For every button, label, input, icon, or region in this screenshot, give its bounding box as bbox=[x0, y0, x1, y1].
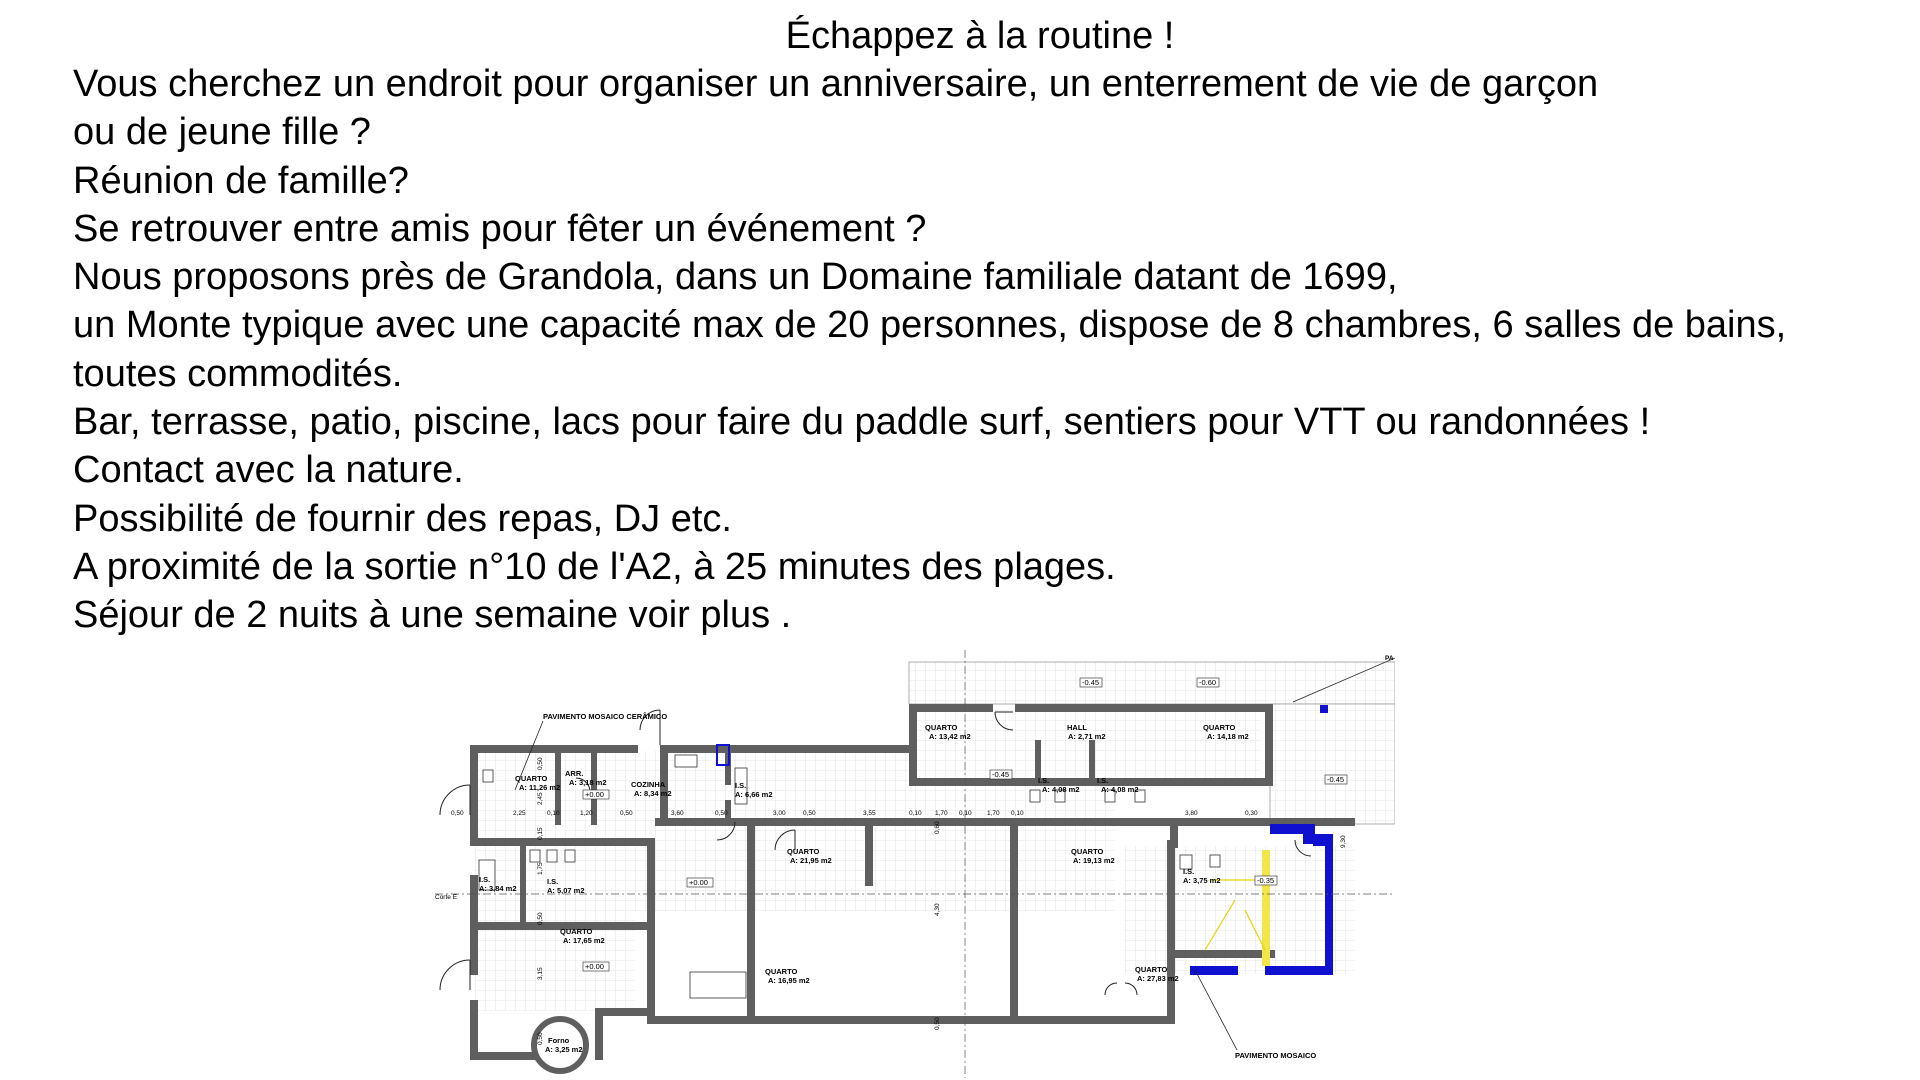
dimension: 0,10 bbox=[547, 810, 560, 817]
dimension: 3,60 bbox=[671, 810, 684, 817]
paragraph-line: A proximité de la sortie n°10 de l'A2, à 25 minutes des plages. bbox=[73, 545, 1116, 588]
note-corte: Corte E bbox=[435, 894, 458, 901]
floor-plan-drawing bbox=[435, 650, 1395, 1078]
paragraph-line: Vous cherchez un endroit pour organiser un anniversaire, un enterrement de vie de garçon bbox=[73, 63, 1599, 105]
room-area: A: 17,65 m2 bbox=[563, 936, 605, 945]
description-text bbox=[73, 60, 1913, 640]
room-name: QUARTO bbox=[1135, 965, 1168, 974]
dimension: 0,50 bbox=[715, 810, 728, 817]
room-area: A: 27,83 m2 bbox=[1137, 974, 1179, 983]
room-name: QUARTO bbox=[1071, 847, 1104, 856]
paragraph-line: Se retrouver entre amis pour fêter un événement ? bbox=[73, 207, 927, 250]
room-name: Forno bbox=[548, 1036, 570, 1045]
level-value: -0.45 bbox=[1327, 775, 1345, 784]
dimension: 0,10 bbox=[909, 810, 922, 817]
room-area: A: 3,75 m2 bbox=[1183, 876, 1221, 885]
dimension: 2,25 bbox=[513, 810, 526, 817]
room-area: A: 2,71 m2 bbox=[1068, 732, 1106, 741]
room-area: A: 13,42 m2 bbox=[929, 732, 971, 741]
room-floor bbox=[916, 710, 1261, 778]
room-name: I.S. bbox=[1038, 776, 1050, 785]
paragraph-line: un Monte typique avec une capacité max de 20 personnes, dispose de 8 chambres, 6 salles de bains, bbox=[73, 304, 1787, 347]
level-value: +0.00 bbox=[689, 878, 708, 887]
room-name: I.S. bbox=[1183, 867, 1195, 876]
level-value: +0.00 bbox=[585, 962, 604, 971]
room-area: A: 6,66 m2 bbox=[735, 790, 773, 799]
note-pavimento-ceramico: PAVIMENTO MOSAICO CERÂMICO bbox=[543, 712, 668, 721]
room-name: I.S. bbox=[479, 875, 491, 884]
dimension: 0,50 bbox=[537, 1032, 544, 1045]
dimension: 0,50 bbox=[803, 810, 816, 817]
dimension: 0,50 bbox=[537, 757, 544, 770]
paragraph-line: Bar, terrasse, patio, piscine, lacs pour faire du paddle surf, sentiers pour VTT ou randonnées ! bbox=[73, 401, 1651, 444]
dimension: 0,50 bbox=[934, 1017, 941, 1030]
paragraph-line: Réunion de famille? bbox=[73, 159, 409, 202]
room-name: QUARTO bbox=[560, 927, 593, 936]
page-title: Échappez à la routine ! bbox=[785, 15, 1175, 57]
room-name: QUARTO bbox=[925, 723, 958, 732]
room-name: I.S. bbox=[547, 877, 559, 886]
room-name: QUARTO bbox=[787, 847, 820, 856]
dimension: 9,30 bbox=[1340, 835, 1347, 848]
note-pavimento-mosaico: PAVIMENTO MOSAICO bbox=[1235, 1051, 1317, 1060]
dimension: 0,50 bbox=[451, 810, 464, 817]
dimension: 1,70 bbox=[935, 810, 948, 817]
room-area: A: 4,08 m2 bbox=[1101, 785, 1139, 794]
yellow-strip bbox=[1262, 850, 1270, 966]
room-name: I.S. bbox=[1097, 776, 1109, 785]
room-area: A: 14,18 m2 bbox=[1207, 732, 1249, 741]
room-name: I.S. bbox=[735, 781, 747, 790]
paragraph-line: ou de jeune fille ? bbox=[73, 111, 371, 154]
dimension: 0,50 bbox=[537, 912, 544, 925]
dimension: 3,00 bbox=[773, 810, 786, 817]
level-value: -0.45 bbox=[992, 770, 1010, 779]
dimension: 3,80 bbox=[1185, 810, 1198, 817]
dimension: 2,45 bbox=[537, 792, 544, 805]
room-area: A: 16,95 m2 bbox=[768, 976, 810, 985]
dimension: 0,30 bbox=[1245, 810, 1258, 817]
dimension: 0,10 bbox=[959, 810, 972, 817]
dimension: 0,15 bbox=[537, 827, 544, 840]
dimension: 0,60 bbox=[934, 821, 941, 834]
level-value: -0.45 bbox=[1082, 678, 1100, 687]
paragraph-line: Possibilité de fournir des repas, DJ etc. bbox=[73, 497, 732, 540]
level-value: -0.60 bbox=[1199, 678, 1217, 687]
room-name: HALL bbox=[1067, 723, 1087, 732]
dimension: 1,70 bbox=[987, 810, 1000, 817]
level-value: -0.35 bbox=[1257, 876, 1275, 885]
room-name: QUARTO bbox=[515, 774, 548, 783]
room-area: A: 3,84 m2 bbox=[479, 884, 517, 893]
room-area: A: 8,34 m2 bbox=[634, 789, 672, 798]
paragraph-line: toutes commodités. bbox=[73, 352, 403, 395]
terrace-area bbox=[909, 662, 1395, 704]
level-value: +0.00 bbox=[585, 790, 604, 799]
dimension: 4,30 bbox=[934, 903, 941, 916]
room-area: A: 3,18 m2 bbox=[569, 778, 607, 787]
dimension: 0,50 bbox=[620, 810, 633, 817]
room-area: A: 5,07 m2 bbox=[547, 886, 585, 895]
dimension: 3,15 bbox=[537, 967, 544, 980]
room-area: A: 3,25 m2 bbox=[545, 1045, 583, 1054]
dimension: 0,10 bbox=[1011, 810, 1024, 817]
paragraph-line: Séjour de 2 nuits à une semaine voir plus . bbox=[73, 594, 792, 637]
patio-area bbox=[1270, 704, 1395, 824]
note-pa: PA bbox=[1385, 655, 1394, 662]
room-name: COZINHA bbox=[631, 780, 666, 789]
dimension: 1,75 bbox=[537, 862, 544, 875]
room-area: A: 19,13 m2 bbox=[1073, 856, 1115, 865]
room-name: ARR. bbox=[565, 769, 584, 778]
room-name: QUARTO bbox=[765, 967, 798, 976]
paragraph-line: Contact avec la nature. bbox=[73, 449, 464, 492]
paragraph-line: Nous proposons près de Grandola, dans un Domaine familiale datant de 1699, bbox=[73, 256, 1398, 299]
dimension: 1,20 bbox=[580, 810, 593, 817]
room-name: QUARTO bbox=[1203, 723, 1236, 732]
room-area: A: 4,08 m2 bbox=[1042, 785, 1080, 794]
room-area: A: 21,95 m2 bbox=[790, 856, 832, 865]
floor-plan bbox=[435, 650, 1395, 1078]
room-area: A: 11,26 m2 bbox=[519, 783, 561, 792]
dimension: 3,55 bbox=[863, 810, 876, 817]
